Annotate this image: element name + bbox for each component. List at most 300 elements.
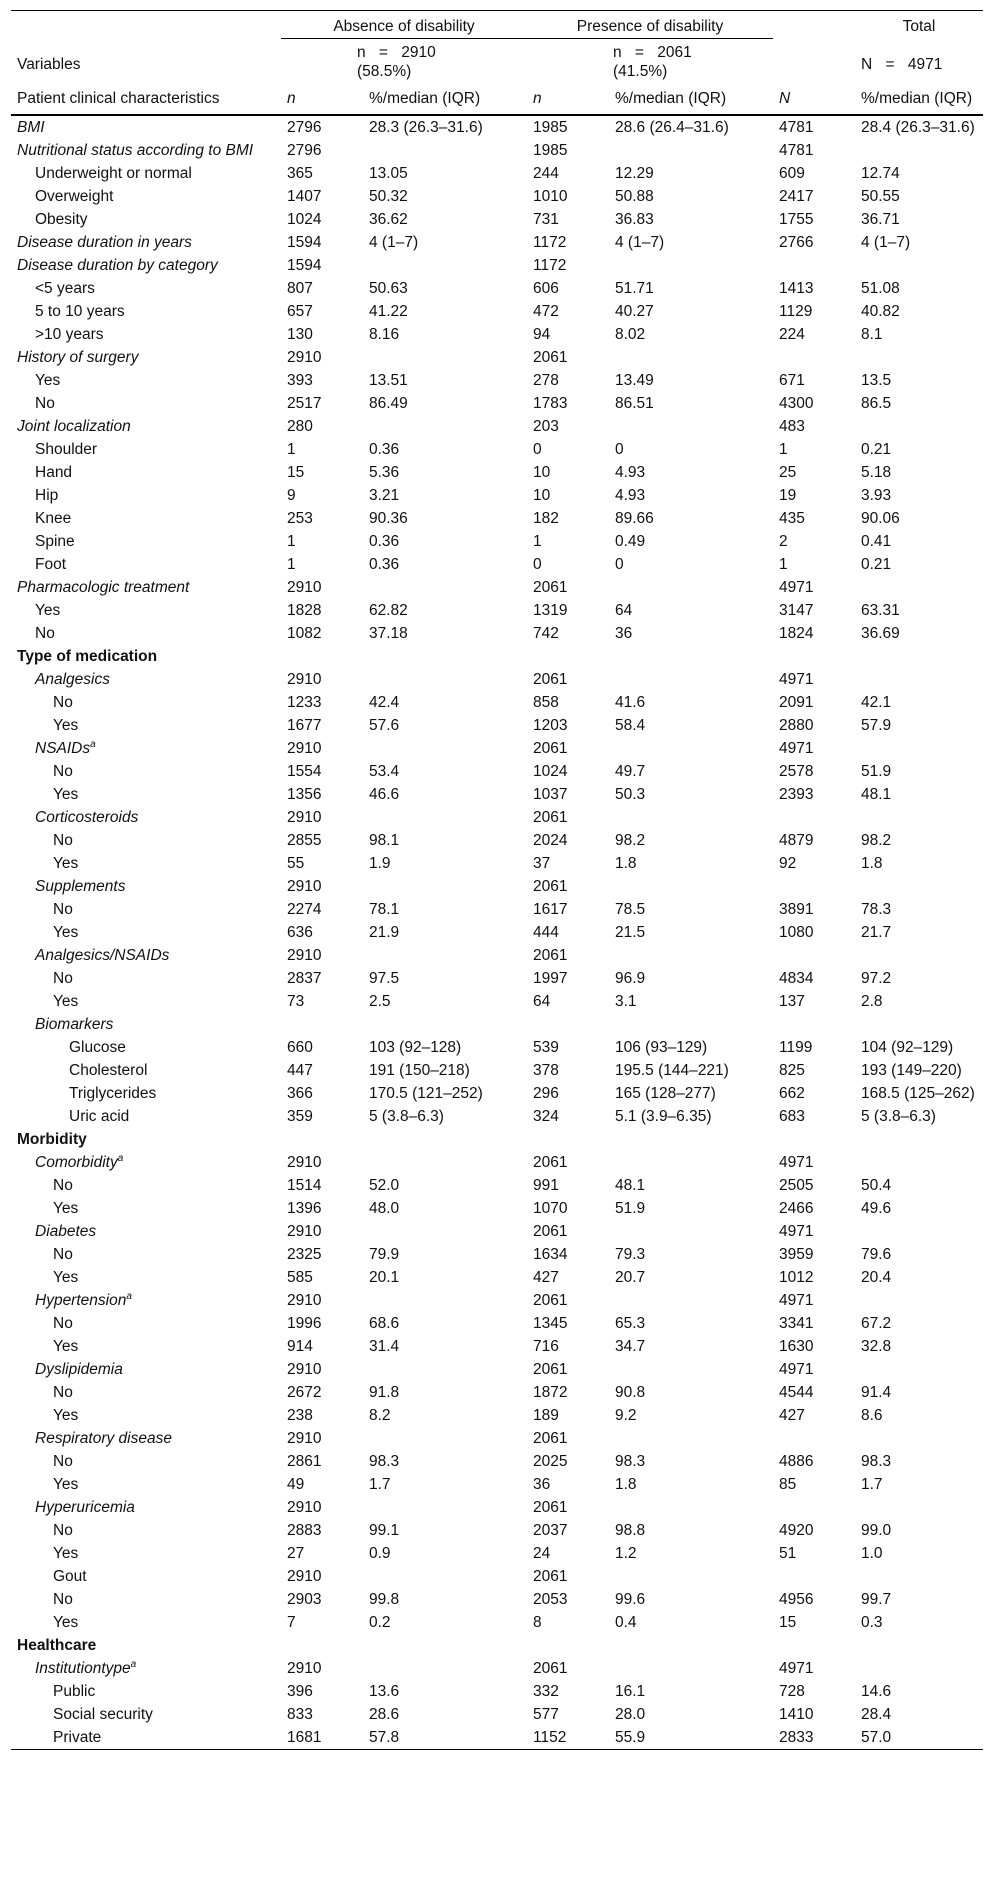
table-cell: 91.8 (369, 1384, 400, 1401)
table-cell (773, 1565, 855, 1588)
table-cell: 99.7 (861, 1591, 892, 1608)
table-cell: 1407 (287, 188, 322, 205)
row-label-text: Yes (53, 1407, 79, 1424)
table-cell: 244 (533, 165, 559, 182)
table-cell: 24 (533, 1545, 551, 1562)
table-cell: 2 (779, 533, 788, 550)
table-cell: 1172 (533, 257, 567, 274)
table-cell (609, 576, 773, 599)
table-cell: 2910 (287, 1499, 322, 1516)
table-row (11, 185, 983, 208)
table-cell (855, 1358, 983, 1381)
table-cell: 2061 (533, 1361, 568, 1378)
table-cell: 12.29 (615, 165, 654, 182)
row-label-text: Yes (53, 855, 79, 872)
table-cell: 15 (779, 1614, 797, 1631)
table-cell (609, 1013, 773, 1036)
table-cell: 50.88 (615, 188, 654, 205)
table-cell: 21.5 (615, 924, 646, 941)
table-cell: 55.9 (609, 1726, 773, 1750)
table-cell (363, 576, 527, 599)
table-cell: 4 (1–7) (861, 234, 911, 251)
row-label (11, 1657, 281, 1680)
table-cell: 193 (149–220) (861, 1062, 962, 1079)
table-cell: 51.08 (861, 280, 900, 297)
table-cell: 63.31 (861, 602, 900, 619)
row-label (11, 1565, 281, 1588)
table-cell (609, 737, 773, 760)
table-cell: 366 (287, 1085, 313, 1102)
row-label-text: Uric acid (69, 1108, 130, 1125)
table-cell: 4971 (779, 1292, 814, 1309)
table-cell: 92 (779, 855, 797, 872)
row-label-text: No (53, 1315, 73, 1332)
group-presence-label: Presence of disability (576, 18, 724, 35)
table-cell: 483 (779, 418, 805, 435)
table-cell (527, 1128, 609, 1151)
table-cell: 90.06 (861, 510, 900, 527)
table-cell (609, 944, 773, 967)
table-cell: 393 (287, 372, 313, 389)
row-label-text: Yes (53, 1545, 79, 1562)
table-cell (609, 1496, 773, 1519)
table-cell: 98.2 (615, 832, 646, 849)
table-cell: 4971 (779, 1154, 814, 1171)
table-row (11, 346, 983, 369)
table-cell: 858 (533, 694, 559, 711)
row-label (11, 1588, 281, 1611)
row-label (11, 783, 281, 806)
table-cell: 4971 (779, 1660, 814, 1677)
table-cell: 2061 (533, 1292, 568, 1309)
row-label (11, 1381, 281, 1404)
table-cell: 16.1 (615, 1683, 646, 1700)
row-label (11, 254, 281, 277)
table-cell: 86.49 (369, 395, 408, 412)
table-cell: 365 (287, 165, 313, 182)
table-cell: 332 (533, 1683, 559, 1700)
row-label-text: Obesity (35, 211, 88, 228)
row-label (11, 1611, 281, 1634)
table-cell: 2061 (533, 1499, 568, 1516)
table-cell: 1 (533, 533, 542, 550)
row-label-text: Hand (35, 464, 73, 481)
row-label (11, 898, 281, 921)
table-row (11, 1197, 983, 1220)
table-row (11, 392, 983, 415)
table-cell: 36.69 (861, 625, 900, 642)
table-cell: 1233 (287, 694, 322, 711)
row-label (11, 967, 281, 990)
table-cell (773, 1634, 855, 1657)
header-blank (773, 39, 855, 84)
table-cell: 683 (779, 1108, 805, 1125)
table-row (11, 691, 983, 714)
table-cell: 51.9 (861, 763, 892, 780)
table-cell: 13.05 (369, 165, 408, 182)
table-cell: 0.49 (615, 533, 646, 550)
table-cell: 73 (287, 993, 305, 1010)
table-cell: 2061 (533, 740, 568, 757)
table-row (11, 1128, 983, 1151)
table-cell: 4300 (779, 395, 814, 412)
table-cell: 103 (92–128) (369, 1039, 462, 1056)
table-cell: 2053 (533, 1591, 568, 1608)
row-label (11, 1634, 281, 1657)
table-row (11, 737, 983, 760)
table-cell: 4781 (779, 142, 814, 159)
table-cell: 2883 (287, 1522, 322, 1539)
table-cell: 4971 (779, 1223, 814, 1240)
table-cell: 4971 (779, 671, 814, 688)
table-cell: 1 (287, 533, 296, 550)
table-cell: 2578 (779, 763, 814, 780)
row-label (11, 691, 281, 714)
footnote-marker: a (126, 1290, 132, 1302)
row-label-text: Yes (53, 717, 79, 734)
table-cell: 1755 (779, 211, 814, 228)
table-cell: 189 (533, 1407, 559, 1424)
table-cell: 2910 (287, 1223, 322, 1240)
table-cell: 2910 (287, 1361, 322, 1378)
table-cell: 1 (287, 556, 296, 573)
table-cell: 1617 (533, 901, 568, 918)
table-cell (363, 1634, 527, 1657)
table-cell: 1199 (779, 1039, 813, 1056)
table-cell: 168.5 (125–262) (861, 1085, 975, 1102)
table-cell: 2910 (287, 1430, 322, 1447)
row-label (11, 1496, 281, 1519)
table-cell: 85 (779, 1476, 797, 1493)
table-cell: 2903 (287, 1591, 322, 1608)
table-cell: 13.49 (615, 372, 654, 389)
table-row (11, 415, 983, 438)
row-label-text: Analgesics/NSAIDs (35, 947, 170, 964)
characteristics-table (11, 10, 983, 1750)
row-label (11, 1473, 281, 1496)
table-cell: 21.7 (861, 924, 892, 941)
table-row (11, 553, 983, 576)
table-cell: 20.7 (615, 1269, 646, 1286)
row-label (11, 1312, 281, 1335)
table-cell (855, 1634, 983, 1657)
row-label (11, 1289, 281, 1312)
row-label-text: History of surgery (17, 349, 139, 366)
table-cell: 21.9 (369, 924, 400, 941)
table-cell: 1.7 (861, 1476, 883, 1493)
row-label-text: No (35, 395, 55, 412)
row-label-text: No (53, 1384, 73, 1401)
row-label (11, 737, 281, 760)
table-row (11, 1680, 983, 1703)
table-row (11, 645, 983, 668)
table-cell: 98.3 (861, 1453, 892, 1470)
table-cell: 3891 (779, 901, 814, 918)
table-cell: 1.8 (615, 1476, 637, 1493)
table-row (11, 139, 983, 162)
table-cell: 4 (1–7) (369, 234, 419, 251)
table-cell: 57.0 (855, 1726, 983, 1750)
table-cell (855, 254, 983, 277)
table-cell (855, 1427, 983, 1450)
table-cell: 50.4 (861, 1177, 892, 1194)
row-label-text: Glucose (69, 1039, 126, 1056)
table-cell: 130 (287, 326, 313, 343)
table-cell: 4.93 (615, 464, 646, 481)
table-cell: 1356 (287, 786, 322, 803)
table-cell: 2910 (287, 1660, 322, 1677)
table-cell (609, 1565, 773, 1588)
table-cell: 278 (533, 372, 559, 389)
row-label-text: Pharmacologic treatment (17, 579, 190, 596)
row-label (11, 1197, 281, 1220)
table-cell: 8.16 (369, 326, 400, 343)
table-cell: 1.8 (615, 855, 637, 872)
table-cell: 5.1 (3.9–6.35) (615, 1108, 712, 1125)
table-cell: 427 (779, 1407, 805, 1424)
table-cell: 36.83 (615, 211, 654, 228)
table-cell (855, 737, 983, 760)
row-label (11, 1726, 281, 1750)
table-cell: 2024 (533, 832, 568, 849)
table-row (11, 1174, 983, 1197)
table-row (11, 1312, 983, 1335)
table-row (11, 1611, 983, 1634)
table-row (11, 438, 983, 461)
row-label-text: >10 years (35, 326, 104, 343)
table-row (11, 852, 983, 875)
table-cell: 2910 (287, 947, 322, 964)
table-cell: 728 (779, 1683, 805, 1700)
table-cell (363, 944, 527, 967)
table-cell (855, 139, 983, 162)
col-pct-presence: %/median (IQR) (609, 83, 773, 115)
table-row (11, 162, 983, 185)
table-cell (527, 645, 609, 668)
row-label-text: Yes (53, 924, 79, 941)
table-row (11, 921, 983, 944)
row-label (11, 1036, 281, 1059)
table-row (11, 967, 983, 990)
table-cell: 2861 (287, 1453, 322, 1470)
table-cell: 98.1 (369, 832, 400, 849)
table-cell (609, 668, 773, 691)
table-cell: 32.8 (861, 1338, 892, 1355)
row-label (11, 231, 281, 254)
table-cell: 2910 (287, 671, 322, 688)
table-row (11, 1450, 983, 1473)
table-cell: 991 (533, 1177, 559, 1194)
table-cell: 2466 (779, 1200, 814, 1217)
table-cell (363, 645, 527, 668)
table-cell: 435 (779, 510, 805, 527)
table-cell: 64 (615, 602, 633, 619)
table-cell (855, 576, 983, 599)
table-cell (855, 806, 983, 829)
table-cell: 253 (287, 510, 313, 527)
col-n-absence: n (281, 83, 363, 115)
table-cell (363, 1128, 527, 1151)
row-label-text: No (53, 970, 73, 987)
table-row (11, 254, 983, 277)
table-cell (363, 1151, 527, 1174)
table-cell: 807 (287, 280, 313, 297)
header-blank (11, 11, 281, 39)
row-label (11, 369, 281, 392)
table-cell: 78.1 (369, 901, 400, 918)
table-cell: 1037 (533, 786, 568, 803)
table-cell: 50.55 (861, 188, 900, 205)
row-label-text: No (53, 1177, 73, 1194)
row-label-text: Yes (53, 1476, 79, 1493)
row-label-text: Hypertension (35, 1292, 127, 1309)
table-cell: 0 (615, 441, 624, 458)
table-cell: 99.0 (861, 1522, 892, 1539)
table-cell: 9.2 (615, 1407, 637, 1424)
table-cell: 41.22 (369, 303, 408, 320)
table-cell: 50.63 (369, 280, 408, 297)
table-cell: 79.6 (861, 1246, 892, 1263)
row-label-text: Dyslipidemia (35, 1361, 123, 1378)
table-cell: 2796 (287, 119, 322, 136)
table-row (11, 875, 983, 898)
col-pct-absence: %/median (IQR) (363, 83, 527, 115)
table-cell: 1396 (287, 1200, 322, 1217)
table-cell: 2.5 (369, 993, 391, 1010)
table-cell (855, 1289, 983, 1312)
table-cell: 1 (779, 556, 788, 573)
table-cell: 4544 (779, 1384, 814, 1401)
table-cell: 324 (533, 1108, 559, 1125)
col-n-total: N (773, 83, 855, 115)
row-label (11, 530, 281, 553)
row-label-text: Yes (53, 1338, 79, 1355)
table-cell: 51.9 (615, 1200, 646, 1217)
table-row (11, 1473, 983, 1496)
table-row (11, 300, 983, 323)
table-row (11, 1519, 983, 1542)
table-cell: 1203 (533, 717, 568, 734)
header-blank (773, 11, 855, 39)
table-cell (609, 1634, 773, 1657)
row-label-text: Gout (53, 1568, 87, 1585)
row-label-text: Foot (35, 556, 67, 573)
table-cell (363, 875, 527, 898)
row-label (11, 576, 281, 599)
table-cell: 182 (533, 510, 559, 527)
row-label-text: BMI (17, 119, 45, 136)
table-cell: 3.93 (861, 487, 892, 504)
table-cell: 1413 (779, 280, 814, 297)
row-label (11, 1542, 281, 1565)
row-label-text: Knee (35, 510, 72, 527)
table-cell: 10 (533, 487, 551, 504)
variables-label: Variables (17, 55, 81, 73)
table-cell: 4781 (779, 119, 814, 136)
row-label-text: No (53, 832, 73, 849)
row-label-text: Cholesterol (69, 1062, 148, 1079)
table-cell: 165 (128–277) (615, 1085, 716, 1102)
table-cell (363, 1013, 527, 1036)
table-row (11, 990, 983, 1013)
table-row (11, 806, 983, 829)
table-cell: 4971 (779, 1361, 814, 1378)
table-cell: 57.9 (861, 717, 892, 734)
row-label (11, 1680, 281, 1703)
table-cell (363, 139, 527, 162)
table-cell: 98.3 (615, 1453, 646, 1470)
table-cell (855, 668, 983, 691)
table-cell (363, 254, 527, 277)
table-cell: 444 (533, 924, 559, 941)
table-cell: 36.62 (369, 211, 408, 228)
table-cell (773, 346, 855, 369)
table-cell: 2833 (773, 1726, 855, 1750)
row-label-text: Respiratory disease (35, 1430, 172, 1447)
table-cell: 48.1 (615, 1177, 646, 1194)
row-label (11, 300, 281, 323)
table-cell (363, 806, 527, 829)
table-cell: 37 (533, 855, 551, 872)
row-label-text: No (53, 1591, 73, 1608)
table-cell: 1634 (533, 1246, 568, 1263)
table-cell (773, 1427, 855, 1450)
table-cell (855, 875, 983, 898)
row-label-text: Hip (35, 487, 59, 504)
row-label-text: Social security (53, 1706, 153, 1723)
group-total-label: Total (902, 18, 936, 35)
table-row (11, 599, 983, 622)
table-cell: 1985 (533, 119, 568, 136)
table-row (11, 1013, 983, 1036)
row-label (11, 760, 281, 783)
table-cell: 2505 (779, 1177, 814, 1194)
table-cell: 89.66 (615, 510, 654, 527)
table-cell: 0 (615, 556, 624, 573)
table-cell (363, 1289, 527, 1312)
row-label (11, 1450, 281, 1473)
table-cell: 53.4 (369, 763, 400, 780)
table-cell (609, 1427, 773, 1450)
table-cell: 1082 (287, 625, 322, 642)
table-cell: 4971 (779, 579, 814, 596)
table-cell: 46.6 (369, 786, 400, 803)
table-cell: 1824 (779, 625, 814, 642)
table-cell: 55 (287, 855, 305, 872)
table-cell: 0.41 (861, 533, 892, 550)
table-cell (363, 668, 527, 691)
table-cell: 2061 (533, 1660, 568, 1677)
table-cell: 10 (533, 464, 551, 481)
table-cell: 0.21 (861, 441, 892, 458)
table-cell: 98.3 (369, 1453, 400, 1470)
table-cell: 99.1 (369, 1522, 400, 1539)
row-label-text: Private (53, 1729, 102, 1746)
row-label (11, 921, 281, 944)
table-cell (773, 875, 855, 898)
col-pct-total: %/median (IQR) (855, 83, 983, 115)
table-cell: 36.71 (861, 211, 900, 228)
table-cell: 137 (779, 993, 805, 1010)
table-cell (363, 1220, 527, 1243)
table-cell: 2.8 (861, 993, 883, 1010)
footnote-marker: a (130, 1658, 137, 1670)
row-label (11, 438, 281, 461)
table-cell: 1514 (287, 1177, 322, 1194)
row-label-text: Public (53, 1683, 96, 1700)
row-label (11, 1703, 281, 1726)
row-label-text: Triglycerides (69, 1085, 157, 1102)
